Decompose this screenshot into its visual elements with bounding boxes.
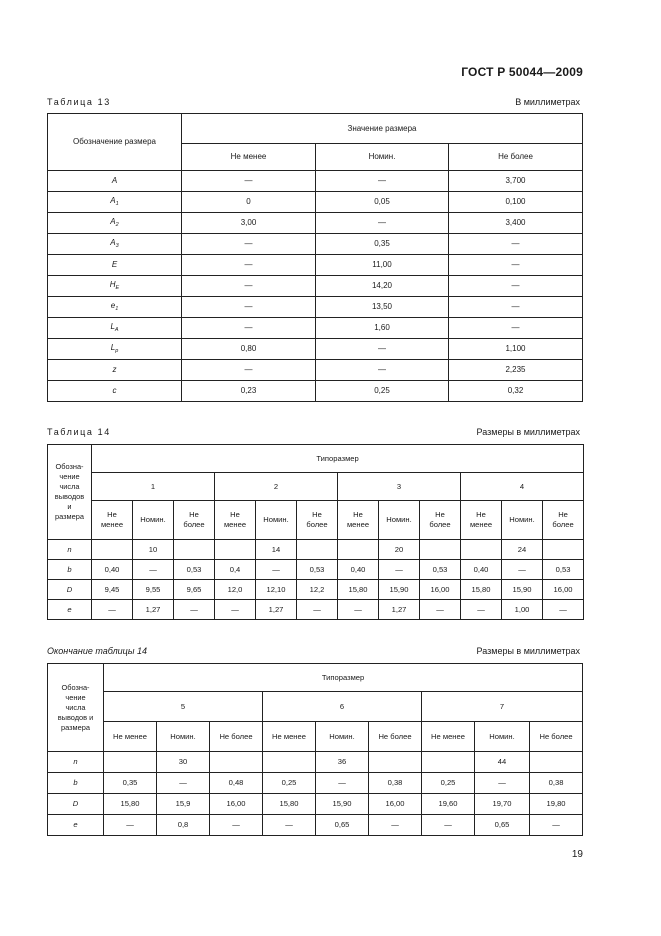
symbol-subscript: 1 [115,305,119,312]
t14-cell: 1,27 [256,600,297,620]
symbol: A [110,195,116,205]
t13-header-min: Не менее [182,144,316,171]
table-row [48,234,583,255]
t14-cell-designation: D [48,580,92,600]
t14-cell: 9,55 [133,580,174,600]
t14-cell: 0,53 [174,560,215,580]
t14b-cell: 19,60 [422,794,475,815]
table-row [48,297,583,318]
t14b-cell-designation: e [48,815,104,836]
t14-cell: 16,00 [543,580,584,600]
table-row [48,540,584,560]
table-row [48,815,583,836]
t14-cell: — [92,600,133,620]
t14-cell: 9,45 [92,580,133,600]
table14-unit: Размеры в миллиметрах [476,427,580,437]
t14-cell [338,540,379,560]
t13-cell-max: 2,235 [449,360,583,381]
table14 [47,444,584,620]
symbol-subscript: 2 [115,221,119,228]
t14-cell: 1,00 [502,600,543,620]
t14-cell: 24 [502,540,543,560]
t13-cell-min: — [182,276,316,297]
t13-cell-designation [48,213,182,234]
t14-cell: 15,90 [502,580,543,600]
t14b-cell: 30 [157,752,210,773]
t13-cell-nom: 0,35 [316,234,449,255]
t13-cell-min: 0 [182,192,316,213]
t14b-cell [263,752,316,773]
t14-cell-designation: b [48,560,92,580]
t14-cell [420,540,461,560]
t13-cell-min: — [182,297,316,318]
t13-cell-min: — [182,234,316,255]
symbol: L [110,342,116,352]
t14-cell: 0,40 [461,560,502,580]
t14-cell-designation: e [48,600,92,620]
t13-cell-max: — [449,318,583,339]
t14-header-max: Не более [297,501,338,540]
t14b-cell: — [475,773,530,794]
t14-cell [543,540,584,560]
t14-cell-designation: n [48,540,92,560]
t13-cell-nom: 11,00 [316,255,449,276]
symbol-subscript: p [115,347,119,354]
t14-cell [297,540,338,560]
t14b-cell: — [530,815,583,836]
t14b-header-max: Не более [530,722,583,752]
table13 [47,113,583,402]
t14b-cell [369,752,422,773]
t14b-header-max: Не более [369,722,422,752]
symbol: L [110,321,115,331]
t14b-cell: 0,25 [263,773,316,794]
t14b-header-nom: Номин. [316,722,369,752]
t14b-cell [104,752,157,773]
t13-cell-min: 3,00 [182,213,316,234]
table-row [48,560,584,580]
table13-unit: В миллиметрах [515,97,580,107]
t14b-cell: 0,25 [422,773,475,794]
t13-cell-designation [48,276,182,297]
t14b-header-max: Не более [210,722,263,752]
t14b-cell: — [104,815,157,836]
table13-caption: Таблица 13 [47,97,111,107]
table-row [48,360,583,381]
symbol: E [111,260,118,269]
table-row [48,192,583,213]
t13-cell-designation [48,255,182,276]
t13-cell-max: 0,32 [449,381,583,402]
t14-cell: 1,27 [379,600,420,620]
t14b-cell: 0,38 [369,773,422,794]
t14b-header-min: Не менее [422,722,475,752]
table-row [48,276,583,297]
t14b-cell: 0,65 [475,815,530,836]
table-row [48,213,583,234]
t14-header-nom: Номин. [502,501,543,540]
t14b-cell: 44 [475,752,530,773]
t14-cell: 10 [133,540,174,560]
symbol: e [110,300,116,310]
t14b-cell [422,752,475,773]
t14-cell: — [174,600,215,620]
t14b-cell: 19,80 [530,794,583,815]
t13-cell-nom: — [316,213,449,234]
t14-group-4: 4 [461,473,584,501]
t14b-header-designation: Обозна- чение числа выводов и размера [48,664,104,752]
t14b-cell: 0,38 [530,773,583,794]
t14b-cell [210,752,263,773]
table-row [48,580,584,600]
t14-header-max: Не более [543,501,584,540]
t14b-header-min: Не менее [263,722,316,752]
t13-cell-designation [48,171,182,192]
t13-cell-nom: — [316,360,449,381]
t14-cell: — [256,560,297,580]
t14-cell: — [133,560,174,580]
t14b-cell: — [263,815,316,836]
t13-cell-nom: — [316,171,449,192]
t13-cell-max: 3,700 [449,171,583,192]
t14-cell [174,540,215,560]
table14-continued [47,663,583,836]
t14-cell: 0,40 [338,560,379,580]
t14b-cell: 15,9 [157,794,210,815]
t14-cell: 9,65 [174,580,215,600]
t14b-cell: — [210,815,263,836]
t14b-header-nom: Номин. [157,722,210,752]
t14b-header-min: Не менее [104,722,157,752]
t14b-cell: 0,35 [104,773,157,794]
t14-header-nom: Номин. [256,501,297,540]
t14b-cell: — [157,773,210,794]
t14-cell: 15,80 [461,580,502,600]
t13-cell-designation [48,381,182,402]
t14-cell: 15,80 [338,580,379,600]
t13-cell-min: — [182,255,316,276]
t14-header-max: Не более [174,501,215,540]
table-row [48,794,583,815]
symbol: A [110,216,116,226]
t14-cell: — [338,600,379,620]
t14-header-nom: Номин. [379,501,420,540]
t14-header-max: Не более [420,501,461,540]
t14b-cell: 0,65 [316,815,369,836]
table-row [48,318,583,339]
table14b-caption: Окончание таблицы 14 [47,646,147,656]
t13-header-designation: Обозначение размера [48,114,182,171]
t14b-cell: 19,70 [475,794,530,815]
t14b-cell: — [422,815,475,836]
t14b-header-size: Типоразмер [104,664,583,692]
t13-header-nom: Номин. [316,144,449,171]
t13-cell-designation [48,318,182,339]
table-row [48,773,583,794]
t13-cell-designation [48,297,182,318]
symbol: A [110,237,116,247]
document-code: ГОСТ Р 50044—2009 [461,65,583,79]
t14-header-min: Не менее [338,501,379,540]
t13-cell-max: 3,400 [449,213,583,234]
table-row [48,752,583,773]
t14b-cell: 15,90 [316,794,369,815]
t14b-cell-designation: b [48,773,104,794]
t13-cell-max: 1,100 [449,339,583,360]
symbol: c [112,386,117,395]
t13-cell-nom: 0,25 [316,381,449,402]
t14-cell: — [215,600,256,620]
t14-cell: — [461,600,502,620]
t14-header-designation: Обозна- чение числа выводов и размера [48,445,92,540]
t14-cell [92,540,133,560]
t13-cell-nom: 14,20 [316,276,449,297]
t13-cell-max: — [449,276,583,297]
table-row [48,171,583,192]
t13-cell-max: — [449,297,583,318]
t14b-cell [530,752,583,773]
t14-cell: 16,00 [420,580,461,600]
t14b-cell: 15,80 [263,794,316,815]
page-number: 19 [571,849,583,860]
t14-group-3: 3 [338,473,461,501]
symbol: H [109,279,116,289]
symbol-subscript: A [114,326,119,333]
t14-cell: 0,53 [543,560,584,580]
t13-cell-min: — [182,318,316,339]
t13-cell-max: — [449,234,583,255]
t14-cell: 12,2 [297,580,338,600]
t14-cell: — [502,560,543,580]
t14-cell: — [543,600,584,620]
t13-cell-nom: 13,50 [316,297,449,318]
symbol-subscript: 1 [115,200,119,207]
t14b-group-6: 6 [263,692,422,722]
t14b-cell-designation: n [48,752,104,773]
t13-header-value: Значение размера [182,114,583,144]
table14b-unit: Размеры в миллиметрах [476,646,580,656]
t13-cell-max: — [449,255,583,276]
t14b-cell: 16,00 [369,794,422,815]
t14-cell: 0,4 [215,560,256,580]
symbol: z [112,365,117,374]
t14-cell [461,540,502,560]
t13-cell-nom: 0,05 [316,192,449,213]
t14b-cell: — [316,773,369,794]
t14b-header-nom: Номин. [475,722,530,752]
t13-header-max: Не более [449,144,583,171]
t14-header-min: Не менее [215,501,256,540]
table-row [48,339,583,360]
t13-cell-min: — [182,360,316,381]
t14-cell: — [379,560,420,580]
t14-cell: 1,27 [133,600,174,620]
table14-caption: Таблица 14 [47,427,111,437]
t13-cell-min: — [182,171,316,192]
t14b-cell: 15,80 [104,794,157,815]
t14-cell: 0,53 [420,560,461,580]
table-row [48,381,583,402]
t14-cell: 0,40 [92,560,133,580]
t14-cell: 12,10 [256,580,297,600]
t14-header-min: Не менее [92,501,133,540]
t14-header-nom: Номин. [133,501,174,540]
t14-cell: 0,53 [297,560,338,580]
t14b-cell: — [369,815,422,836]
t14b-group-7: 7 [422,692,583,722]
t14-group-2: 2 [215,473,338,501]
symbol-subscript: 3 [115,242,119,249]
table-row [48,600,584,620]
t13-cell-max: 0,100 [449,192,583,213]
t13-cell-min: 0,23 [182,381,316,402]
t13-cell-min: 0,80 [182,339,316,360]
t14-cell: 20 [379,540,420,560]
t13-cell-designation [48,360,182,381]
t13-cell-nom: 1,60 [316,318,449,339]
t14-cell: 14 [256,540,297,560]
t14b-cell: 0,48 [210,773,263,794]
t14b-cell-designation: D [48,794,104,815]
t14-cell: 12,0 [215,580,256,600]
t14-cell: — [420,600,461,620]
t14-header-min: Не менее [461,501,502,540]
symbol: A [111,176,118,185]
t13-cell-designation [48,234,182,255]
t13-cell-designation [48,339,182,360]
t14-header-size: Типоразмер [92,445,584,473]
t14-group-1: 1 [92,473,215,501]
t13-cell-nom: — [316,339,449,360]
t14-cell: 15,90 [379,580,420,600]
t14-cell [215,540,256,560]
symbol-subscript: E [115,284,120,291]
t14-cell: — [297,600,338,620]
t14b-cell: 16,00 [210,794,263,815]
table-row [48,255,583,276]
t14b-cell: 36 [316,752,369,773]
t14b-group-5: 5 [104,692,263,722]
t14b-cell: 0,8 [157,815,210,836]
t13-cell-designation [48,192,182,213]
